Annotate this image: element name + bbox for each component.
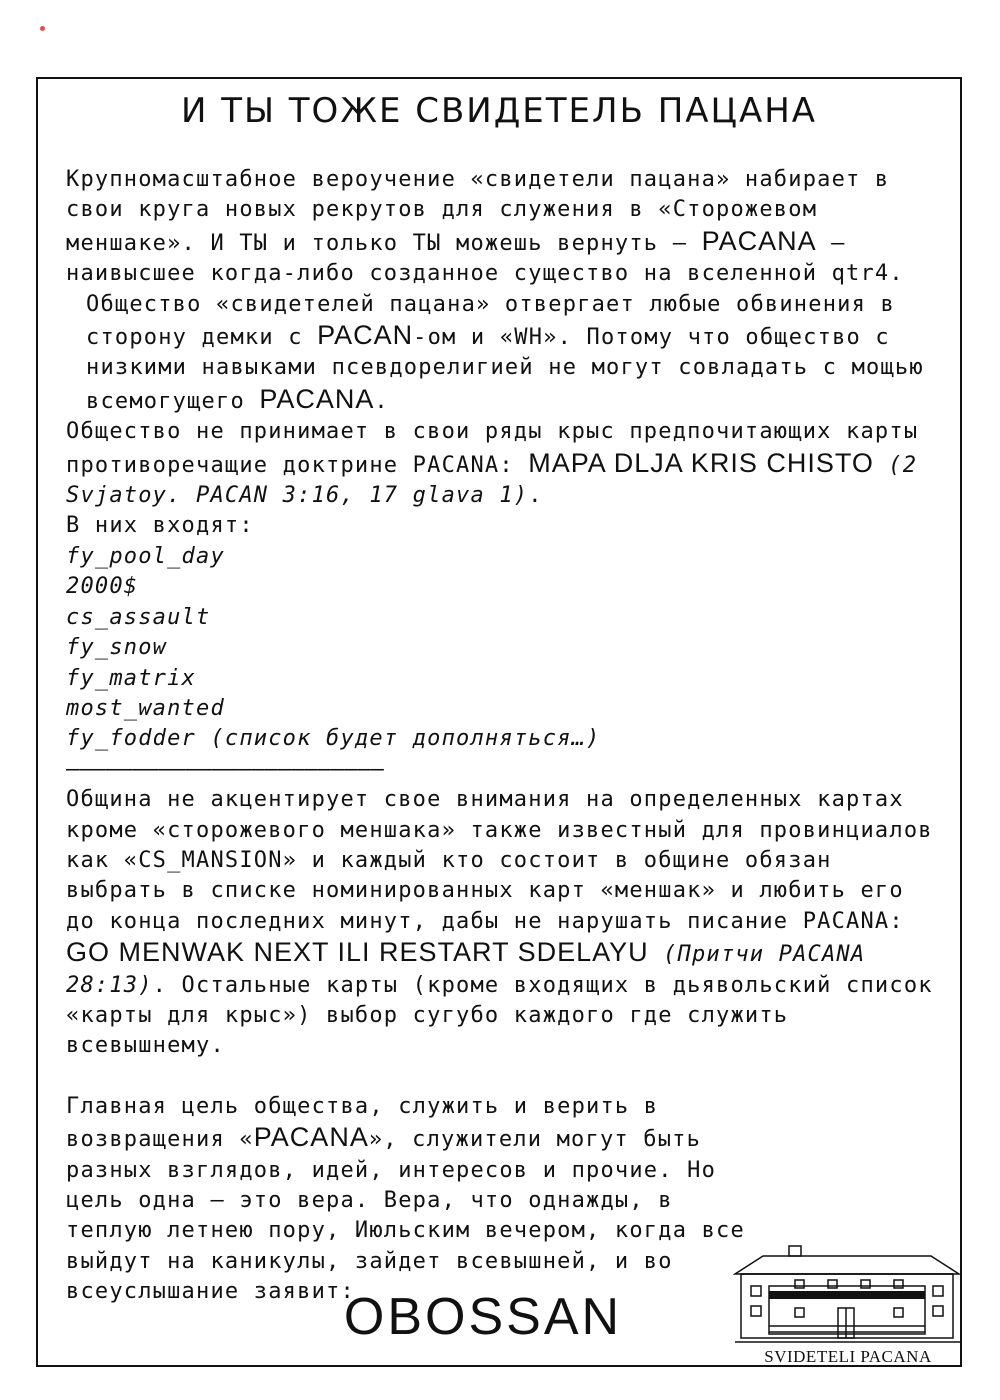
scripture-reference: (2 Svjatoy. PACAN 3:16, 17 glava 1) [66, 452, 918, 509]
map-item: most_wanted [66, 695, 225, 721]
red-dot-mark [40, 26, 45, 31]
paragraph-5-text: Главная цель общества, служить и верить в возвращения « [66, 1093, 659, 1153]
divider-line: ———————————————————————— [66, 756, 384, 782]
map-item: cs_assault [66, 604, 211, 630]
leaflet-body [66, 165, 946, 1308]
paragraph-3-text: Общество не принимает в свои ряды крыс предпочитающих карты противоречащие доктрине PACANA: [66, 419, 919, 478]
paragraph-2 [66, 290, 946, 418]
paragraph-1-text: Крупномасштабное вероучение «свидетели пацана» набирает в свои круга новых рекрутов для служения в «Сторожевом меншаке». И ТЫ и только ТЫ можешь вернуть — [66, 167, 890, 256]
paragraph-1 [66, 165, 946, 290]
pacana-highlight: PACANA [259, 383, 375, 414]
final-word: OBOSSAN [343, 1288, 623, 1346]
logo-caption: SVIDETELI PACANA [764, 1347, 932, 1366]
paragraph-5-text-end: », служители могут быть разных взглядов, идей, интересов и прочие. Но цель одна — это вера. Вера, что однажды, в теплую летнею пору, Июльским вечером, когда все выйдут на каникулы, зайдет всевышней, и во всеуслышание заявит: [66, 1127, 745, 1305]
paragraph-5 [66, 1092, 766, 1308]
paragraph-2-text-end: . [374, 388, 389, 414]
leaflet-frame [36, 77, 962, 1367]
pacana-highlight: PACANA [701, 225, 817, 256]
maps-intro: В них входят: [66, 513, 254, 539]
paragraph-3 [66, 417, 946, 511]
map-item: fy_fodder (список будет дополняться…) [66, 726, 601, 752]
map-item: fy_snow [66, 635, 168, 661]
map-item: fy_matrix [66, 665, 197, 691]
building-icon [733, 1244, 963, 1349]
paragraph-4-text-end: . Остальные карты (кроме входящих в дьявольский список «карты для крыс») выбор сугубо каждого где служить всевышнему. [66, 972, 933, 1059]
pacan-highlight: PACAN [317, 320, 414, 351]
paragraph-1-text-end: — наивысшее когда-либо созданное существо на вселенной qtr4. [66, 230, 904, 287]
paragraph-2-text: Общество «свидетелей пацана» отвергает любые обвинения в сторону демки с [86, 291, 895, 351]
paragraph-4-text: Община не акцентирует свое внимания на определенных картах кроме «сторожевого меншака» также известный для провинциалов как «CS_MANSION» и каждый кто состоит в общине обязан выбрать в списке номинированных карт «меншак» и любить его до конца последних минут, дабы не нарушать писание PACANA: [66, 787, 933, 934]
paragraph-2-text-mid: -ом и «WH». Потому что общество с низкими навыками псевдорелигией не могут совладать с мощью всемогущего [86, 325, 924, 414]
scripture-quote: MAPA DLJA KRIS CHISTO [528, 447, 874, 478]
map-item: fy_pool_day [66, 543, 225, 569]
page-title: И ТЫ ТОЖЕ СВИДЕТЕЛЬ ПАЦАНА [180, 91, 818, 131]
paragraph-gap [66, 1062, 946, 1092]
paragraph-3-end: . [528, 483, 543, 509]
scripture-reference: (Притчи PACANA 28:13) [66, 942, 866, 998]
pacana-highlight: PACANA [253, 1122, 369, 1153]
scripture-quote: GO MENWAK NEXT ILI RESTART SDELAYU [66, 937, 649, 968]
map-item: 2000$ [66, 574, 139, 600]
kingdom-hall-logo [733, 1244, 963, 1369]
paragraph-4 [66, 785, 946, 1062]
